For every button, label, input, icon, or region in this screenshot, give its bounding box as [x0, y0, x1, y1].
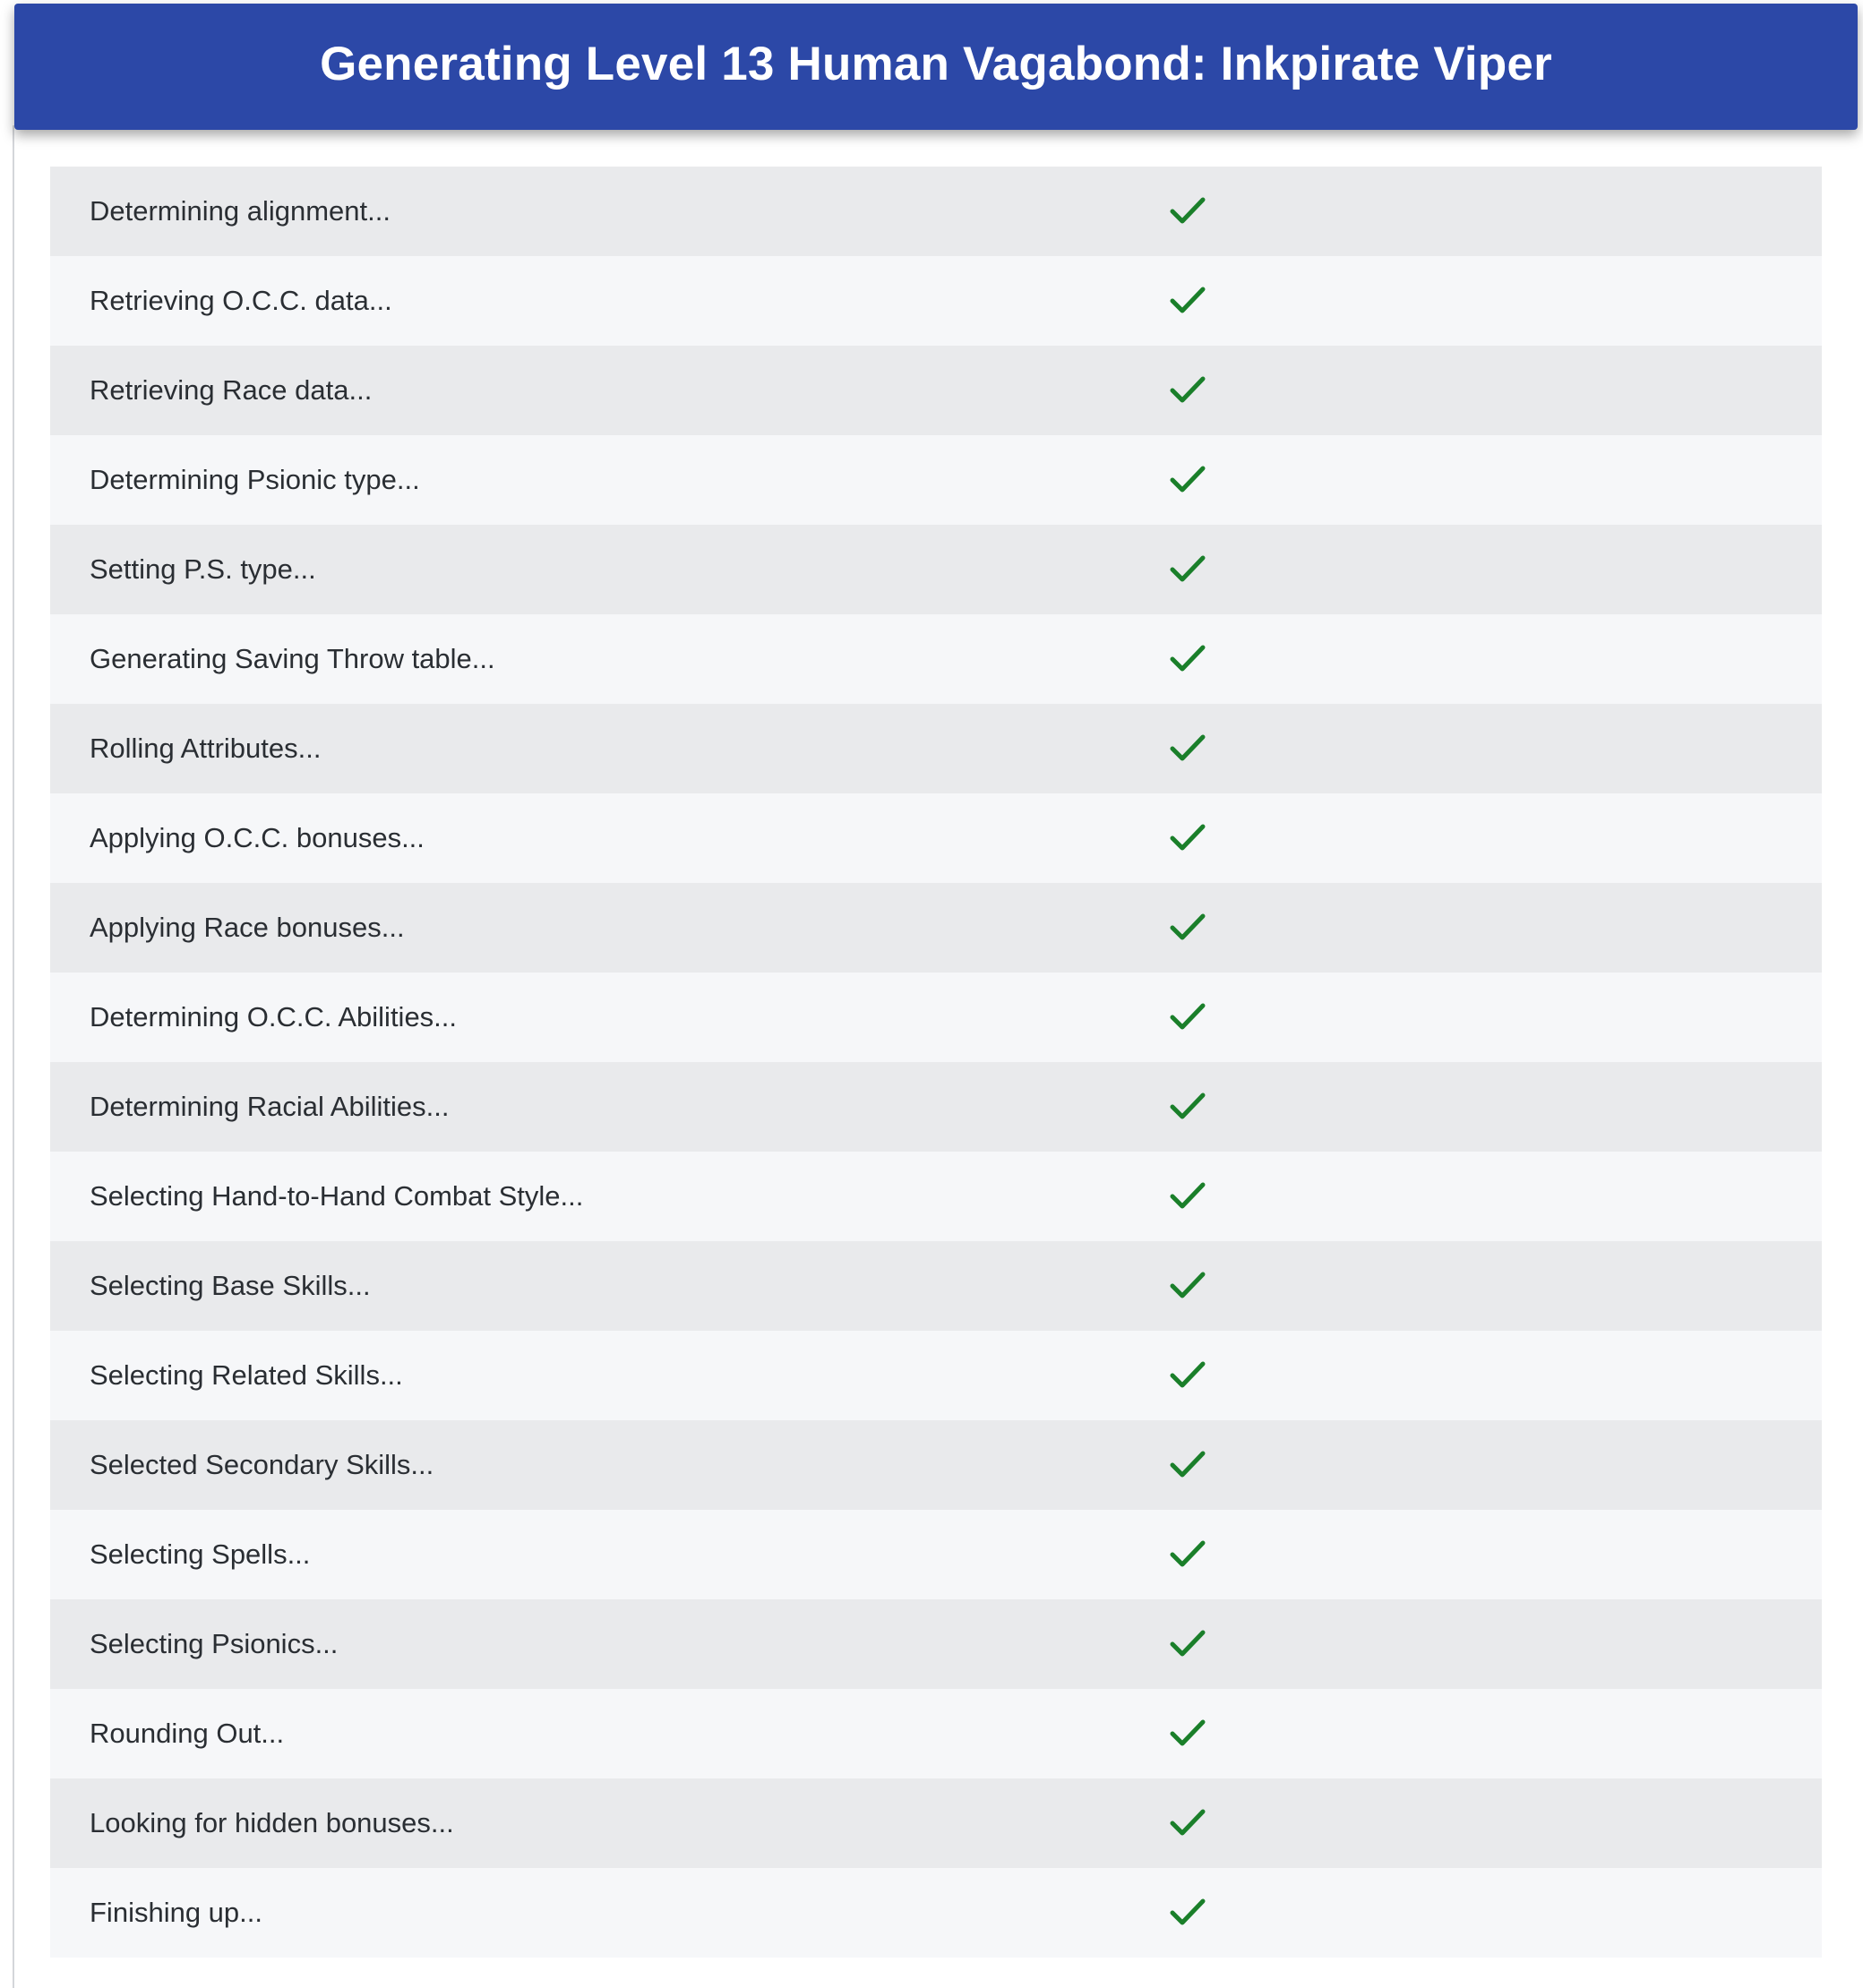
- step-row: [50, 704, 1822, 793]
- step-row: [50, 1778, 1822, 1868]
- check-icon: [1170, 1448, 1206, 1480]
- step-label: Finishing up...: [90, 1897, 262, 1928]
- step-row: [50, 883, 1822, 973]
- step-label: Retrieving Race data...: [90, 374, 373, 406]
- step-label: Determining Racial Abilities...: [90, 1091, 450, 1122]
- check-icon: [1170, 553, 1206, 585]
- page-title: Generating Level 13 Human Vagabond: Inkpirate Viper: [320, 38, 1552, 90]
- generation-steps-list: [50, 167, 1822, 1958]
- header-bar: [14, 4, 1858, 130]
- step-row: [50, 1152, 1822, 1241]
- step-label: Retrieving O.C.C. data...: [90, 285, 392, 316]
- step-row: [50, 1689, 1822, 1778]
- step-label: Selected Secondary Skills...: [90, 1449, 434, 1480]
- step-row: [50, 793, 1822, 883]
- step-row: [50, 1868, 1822, 1958]
- check-icon: [1170, 373, 1206, 406]
- check-icon: [1170, 1717, 1206, 1749]
- step-label: Selecting Base Skills...: [90, 1270, 371, 1301]
- step-row: [50, 1420, 1822, 1510]
- check-icon: [1170, 911, 1206, 943]
- step-label: Looking for hidden bonuses...: [90, 1807, 454, 1838]
- step-row: [50, 346, 1822, 435]
- check-icon: [1170, 732, 1206, 764]
- step-row: [50, 256, 1822, 346]
- step-label: Setting P.S. type...: [90, 553, 316, 585]
- check-icon: [1170, 821, 1206, 853]
- step-label: Rounding Out...: [90, 1718, 285, 1749]
- step-label: Rolling Attributes...: [90, 733, 322, 764]
- step-row: [50, 1062, 1822, 1152]
- step-label: Applying O.C.C. bonuses...: [90, 822, 425, 853]
- check-icon: [1170, 194, 1206, 227]
- step-row: [50, 167, 1822, 256]
- check-icon: [1170, 1000, 1206, 1033]
- step-row: [50, 435, 1822, 525]
- check-icon: [1170, 1358, 1206, 1391]
- step-label: Generating Saving Throw table...: [90, 643, 495, 674]
- step-row: [50, 1241, 1822, 1331]
- check-icon: [1170, 284, 1206, 316]
- check-icon: [1170, 642, 1206, 674]
- step-label: Selecting Psionics...: [90, 1628, 339, 1659]
- step-label: Selecting Hand-to-Hand Combat Style...: [90, 1180, 584, 1212]
- step-label: Selecting Spells...: [90, 1538, 311, 1570]
- step-label: Selecting Related Skills...: [90, 1359, 403, 1391]
- check-icon: [1170, 463, 1206, 495]
- check-icon: [1170, 1269, 1206, 1301]
- frame-border: [13, 125, 14, 1988]
- step-row: [50, 614, 1822, 704]
- check-icon: [1170, 1627, 1206, 1659]
- check-icon: [1170, 1538, 1206, 1570]
- check-icon: [1170, 1179, 1206, 1212]
- step-label: Determining alignment...: [90, 195, 391, 227]
- step-label: Determining Psionic type...: [90, 464, 420, 495]
- step-row: [50, 1510, 1822, 1599]
- step-row: [50, 525, 1822, 614]
- step-row: [50, 1331, 1822, 1420]
- check-icon: [1170, 1090, 1206, 1122]
- step-row: [50, 1599, 1822, 1689]
- check-icon: [1170, 1806, 1206, 1838]
- step-label: Determining O.C.C. Abilities...: [90, 1001, 458, 1033]
- step-label: Applying Race bonuses...: [90, 912, 405, 943]
- check-icon: [1170, 1896, 1206, 1928]
- step-row: [50, 973, 1822, 1062]
